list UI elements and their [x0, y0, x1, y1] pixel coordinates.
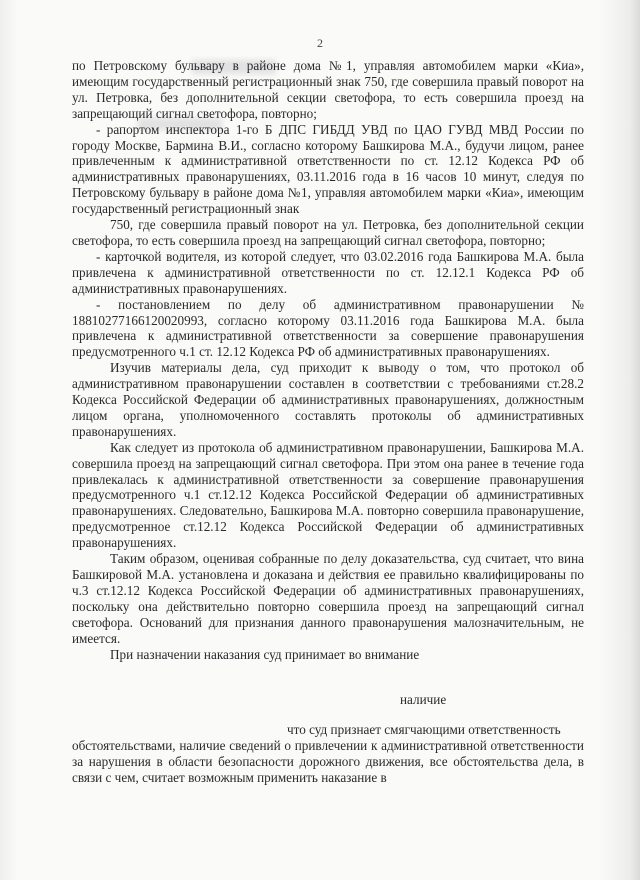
paragraph: что суд признает смягчающими ответственность	[287, 722, 561, 738]
paragraph: обстоятельствами, наличие сведений о привлечении к административной ответственности за нарушения в области безопасности дорожного движения, все обстоятельства дела, в связи с чем, считает возможным применить наказание в	[72, 738, 584, 786]
paragraph: Изучив материалы дела, суд приходит к выводу о том, что протокол об административном правонарушении составлен в соответствии с требованиями ст.28.2 Кодекса Российской Федерации об административных правонарушениях, должностным лицом органа, уполномоченного составлять протоколы об административных правонарушениях.	[72, 360, 584, 439]
scan-shadow	[630, 0, 640, 880]
paragraph: - карточкой водителя, из которой следует, что 03.02.2016 года Башкирова М.А. была привлечена к административной ответственности по ст. 12.12.1 Кодекса РФ об административных правонарушениях.	[72, 248, 584, 296]
paragraph: Как следует из протокола об административном правонарушении, Башкирова М.А. совершила проезд на запрещающий сигнал светофора. При этом она ранее в течение года привлекалась к административной ответственности за совершение правонарушения предусмотренного ч.1 ст.12.12 Кодекса Российской Федерации об административных правонарушениях. Следовательно, Башкирова М.А. повторно совершила правонарушение, предусмотренное ст.12.12 Кодекса Российской Федерации об административных правонарушениях.	[72, 439, 584, 551]
paragraph: наличие	[400, 692, 447, 708]
paragraph: Таким образом, оценивая собранные по делу доказательства, суд считает, что вина Башкировой М.А. установлена и доказана и действия ее правильно квалифицированы по ч.3 ст.12.12 Кодекса Российской Федерации об административных правонарушениях, поскольку она действительно повторно совершила проезд на запрещающий сигнал светофора. Оснований для признания данного правонарушения малозначительным, не имеется.	[72, 551, 584, 646]
page-number: 2	[317, 36, 323, 50]
paragraph: - постановлением по делу об административном правонарушении № 18810277166120020993, согласно которому 03.11.2016 года Башкирова М.А. была привлечена к административной ответственности за совершение правонарушения предусмотренного ч.1 ст. 12.12 Кодекса РФ об административных правонарушениях.	[72, 296, 584, 360]
redacted-gap	[72, 708, 584, 722]
document-body	[72, 58, 584, 786]
paragraph: При назначении наказания суд принимает во внимание	[110, 646, 420, 662]
paragraph: по Петровскому бульвару в районе дома №1, управляя автомобилем марки «Киа», имеющим государственный регистрационный знак 750, где совершила правый поворот на ул. Петровка, без дополнительной секции светофора, то есть совершила проезд на запрещающий сигнал светофора, повторно;	[72, 58, 584, 121]
paragraph: - рапортом инспектора 1-го Б ДПС ГИБДД УВД по ЦАО ГУВД МВД России по городу Москве, Бармина В.И., согласно которому Башкирова М.А., будучи лицом, ранее привлеченным к административной ответственности по ст. 12.12 Кодекса РФ об административных правонарушениях, 03.11.2016 года в 16 часов 10 минут, следуя по Петровскому бульвару в районе дома №1, управляя автомобилем марки «Киа», имеющим государственный регистрационный знак	[72, 121, 584, 217]
redacted-gap	[72, 662, 584, 692]
paragraph: 750, где совершила правый поворот на ул. Петровка, без дополнительной секции светофора, то есть совершила проезд на запрещающий сигнал светофора, повторно;	[72, 217, 584, 248]
